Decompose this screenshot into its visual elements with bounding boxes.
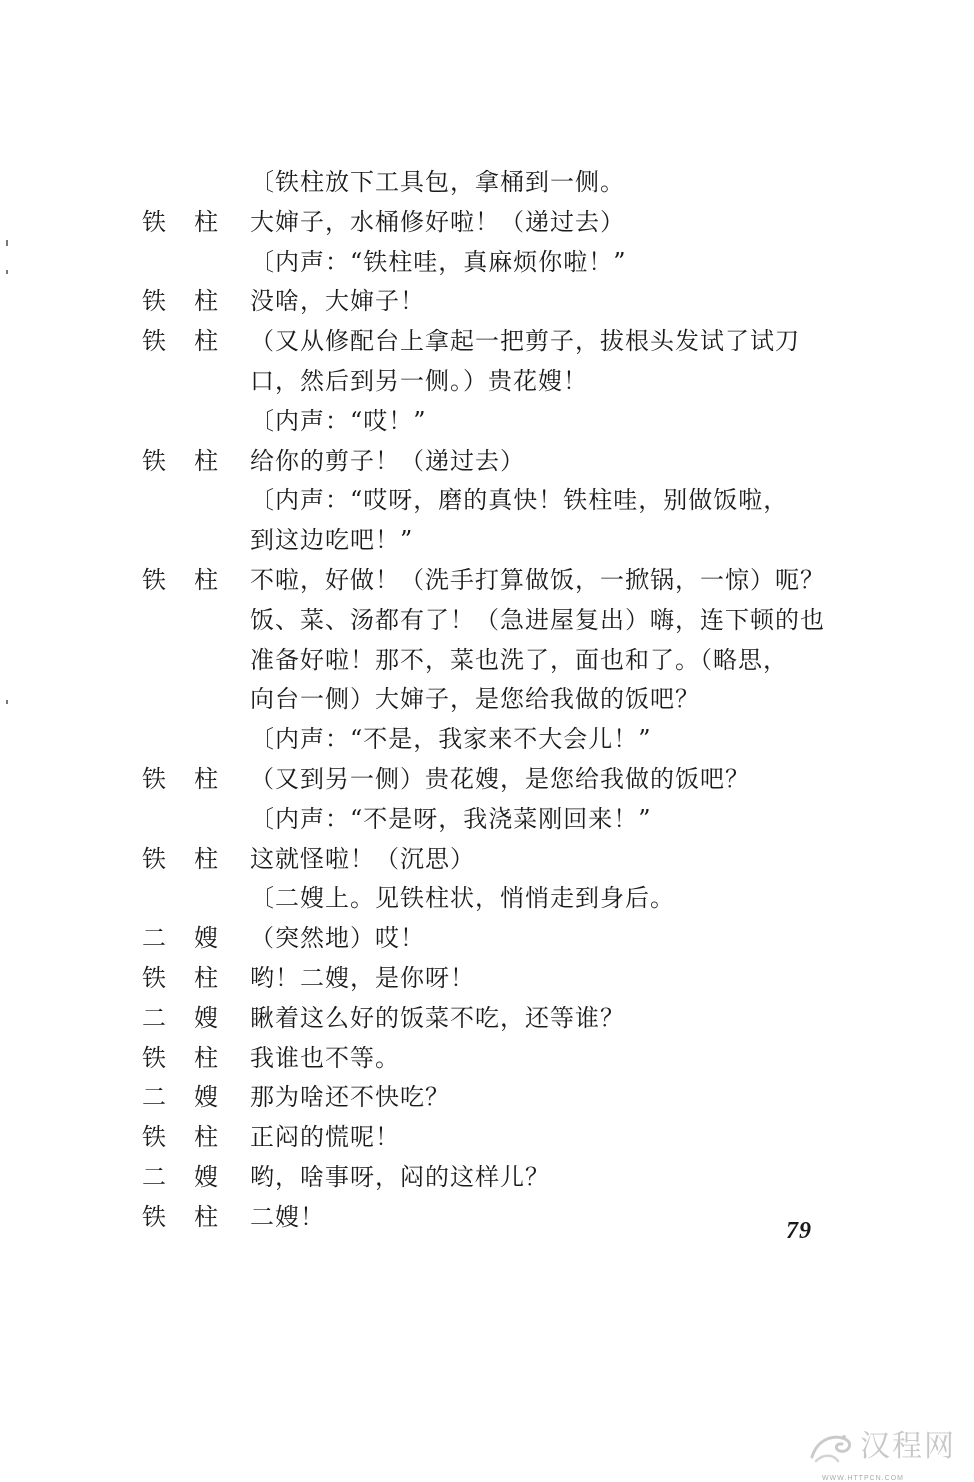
line-text: 向台一侧）大婶子，是您给我做的饭吧？ [250,685,700,714]
speaker-name: 铁柱 [142,764,246,793]
watermark-text: 汉程网 [860,1430,956,1463]
speaker-name: 铁柱 [142,446,246,475]
watermark-url: WWW.HTTPCN.COM [821,1475,904,1482]
line-text: 〔内声：“不是呀，我浇菜刚回来！” [250,804,652,833]
script-line [138,203,858,243]
speaker-name: 铁柱 [142,963,246,992]
speaker-name: 铁柱 [142,1043,246,1072]
line-text: 饭、菜、汤都有了！（急进屋复出）嗨，连下顿的也 [250,605,825,634]
line-text: 瞅着这么好的饭菜不吃，还等谁？ [250,1003,625,1032]
line-text: 大婶子，水桶修好啦！（递过去） [250,207,625,236]
script-line [138,521,858,561]
script-line [138,243,858,283]
script-line [138,879,858,919]
line-text: 我谁也不等。 [250,1043,400,1072]
scan-edge-mark [6,700,8,704]
script-line [138,1039,858,1079]
line-text: 二嫂！ [250,1202,325,1231]
line-text: 不啦，好做！（洗手打算做饭，一掀锅，一惊）呃？ [250,565,825,594]
line-text: 〔二嫂上。见铁柱状，悄悄走到身后。 [250,884,675,913]
script-line [138,840,858,880]
line-text: 正闷的慌呢！ [250,1123,400,1152]
script-line [138,1118,858,1158]
script-line [138,402,858,442]
script-line [138,163,858,203]
script-line [138,1158,858,1198]
script-line [138,680,858,720]
line-text: 〔内声：“铁柱哇，真麻烦你啦！” [250,247,627,276]
speaker-name: 铁柱 [142,844,246,873]
script-line [138,322,858,362]
speaker-name: 二嫂 [142,1162,246,1191]
script-line [138,1198,858,1238]
script-line [138,720,858,760]
line-text: （又从修配台上拿起一把剪子，拔根头发试了试刀 [250,327,800,356]
line-text: 准备好啦！那不，菜也洗了，面也和了。（略思， [250,645,788,674]
line-text: 哟！二嫂，是你呀！ [250,963,475,992]
speaker-name: 二嫂 [142,1003,246,1032]
line-text: （又到另一侧）贵花嫂，是您给我做的饭吧？ [250,764,750,793]
script-line [138,282,858,322]
script-line [138,800,858,840]
line-text: 〔铁柱放下工具包，拿桶到一侧。 [250,168,625,196]
script-line [138,561,858,601]
swirl-logo-icon [808,1427,854,1467]
script-line [138,959,858,999]
line-text: 到这边吃吧！” [250,526,414,555]
script-line [138,481,858,521]
line-text: 〔内声：“哎呀，磨的真快！铁柱哇，别做饭啦， [250,486,789,515]
speaker-name: 铁柱 [142,287,246,316]
line-text: （突然地）哎！ [250,924,425,953]
script-line [138,442,858,482]
script-line [138,760,858,800]
script-line [138,999,858,1039]
script-line [138,601,858,641]
script-line [138,362,858,402]
line-text: 没啥，大婶子！ [250,287,425,316]
script-line [138,919,858,959]
line-text: 〔内声：“不是，我家来不大会儿！” [250,725,652,754]
speaker-name: 铁柱 [142,565,246,594]
line-text: 〔内声：“哎！” [250,406,427,435]
page-number: 79 [786,1218,812,1244]
line-text: 口，然后到另一侧。）贵花嫂！ [250,366,588,395]
speaker-name: 铁柱 [142,207,246,236]
line-text: 哟，啥事呀，闷的这样儿？ [250,1162,550,1191]
script-line [138,1078,858,1118]
scan-edge-mark [6,270,8,274]
watermark [808,1424,956,1470]
speaker-name: 铁柱 [142,1123,246,1152]
line-text: 那为啥还不快吃？ [250,1083,450,1112]
scan-edge-mark [6,240,8,246]
line-text: 这就怪啦！（沉思） [250,844,475,873]
speaker-name: 二嫂 [142,1083,246,1112]
speaker-name: 二嫂 [142,924,246,953]
script-body [138,163,858,1238]
speaker-name: 铁柱 [142,1202,246,1231]
script-line [138,641,858,681]
line-text: 给你的剪子！（递过去） [250,446,525,475]
speaker-name: 铁柱 [142,327,246,356]
